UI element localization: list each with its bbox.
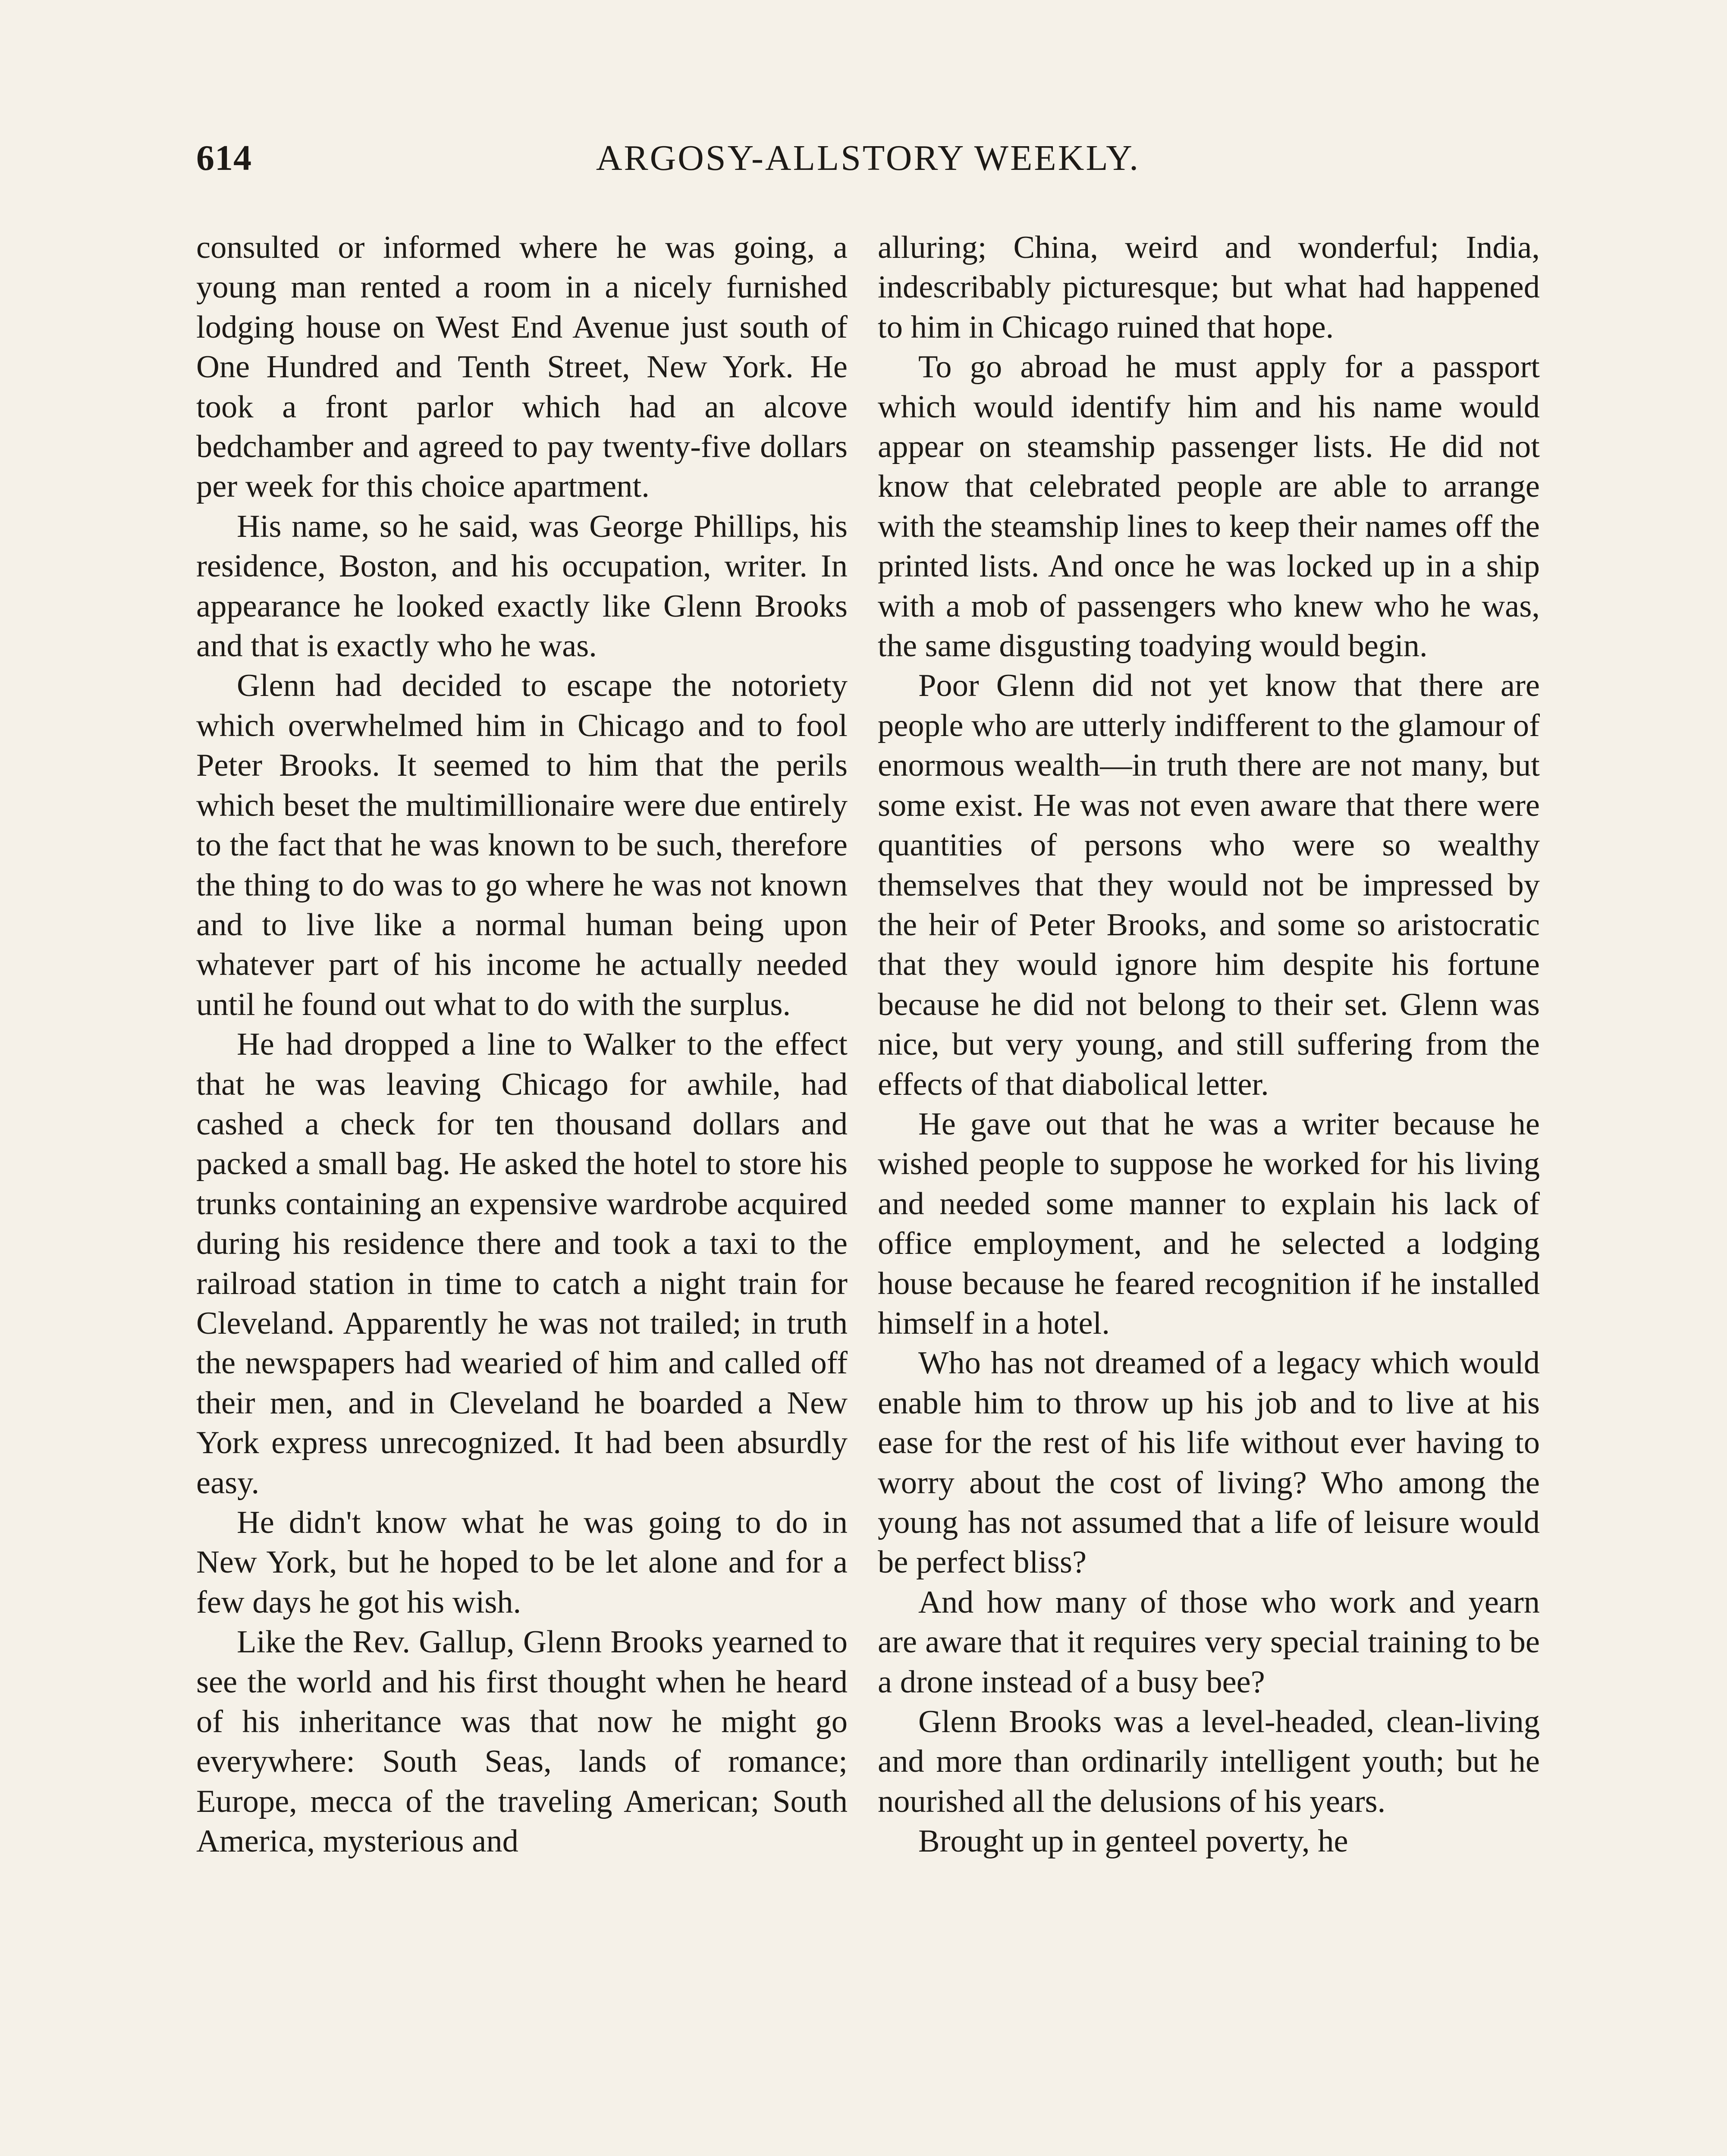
page-header: [196, 137, 1540, 197]
paragraph: He didn't know what he was going to do in New York, but he hoped to be let alone and for a few days he got his wish.: [196, 1505, 848, 1620]
paragraph: consulted or informed where he was going, a young man rented a room in a nicely furnished lodging house on West End Avenue just south of One Hundred and Tenth Street, New York. He took a front parlor which had an alcove bedchamber and agreed to pay twenty-five dollars per week for this choice apartment.: [196, 230, 848, 505]
paragraph: alluring; China, weird and wonderful; India, indescribably picturesque; but what had happened to him in Chicago ruined that hope.: [878, 230, 1540, 345]
paragraph: And how many of those who work and yearn are aware that it requires very special training to be a drone instead of a busy bee?: [878, 1584, 1540, 1700]
paragraph: His name, so he said, was George Phillips, his residence, Boston, and his occupation, writer. In appearance he looked exactly like Glenn Brooks and that is exactly who he was.: [196, 508, 848, 664]
paragraph: He had dropped a line to Walker to the effect that he was leaving Chicago for awhile, had cashed a check for ten thousand dollars and packed a small bag. He asked the hotel to store his trunks containing an expensive wardrobe acquired during his residence there and took a taxi to the railroad station in time to catch a night train for Cleveland. Apparently he was not trailed; in truth the newspapers had wearied of him and called off their men, and in Cleveland he boarded a New York express unrecognized. It had been absurdly easy.: [196, 1027, 848, 1501]
running-title: ARGOSY-ALLSTORY WEEKLY.: [596, 138, 1140, 178]
paragraph: Glenn had decided to escape the notoriety which overwhelmed him in Chicago and to fool Peter Brooks. It seemed to him that the perils which beset the multimillionaire were due entirely to the fact that he was known to be such, therefore the thing to do was to go where he was not known and to live like a normal human being upon whatever part of his income he actually needed until he found out what to do with the surplus.: [196, 668, 848, 1022]
paragraph: He gave out that he was a writer because he wished people to suppose he worked for his living and needed some manner to explain his lack of office employment, and he selected a lodging house because he feared recognition if he installed himself in a hotel.: [878, 1106, 1540, 1341]
left-column: [196, 228, 848, 2156]
paragraph: Glenn Brooks was a level-headed, clean-living and more than ordinarily intelligent youth; but he nourished all the delusions of his years.: [878, 1704, 1540, 1819]
paragraph: To go abroad he must apply for a passport which would identify him and his name would appear on steamship passenger lists. He did not know that celebrated people are able to arrange with the steamship lines to keep their names off the printed lists. And once he was locked up in a ship with a mob of passengers who knew who he was, the same disgusting toadying would begin.: [878, 349, 1540, 664]
paragraph: Like the Rev. Gallup, Glenn Brooks yearned to see the world and his first thought when he heard of his inheritance was that now he might go everywhere: South Seas, lands of romance; Europe, mecca of the traveling American; South America, mysterious and: [196, 1624, 848, 1859]
right-column: [878, 228, 1540, 2156]
paragraph: Poor Glenn did not yet know that there are people who are utterly indifferent to the glamour of enormous wealth—in truth there are not many, but some exist. He was not even aware that there were quantities of persons who were so wealthy themselves that they would not be impressed by the heir of Peter Brooks, and some so aristocratic that they would ignore him despite his fortune because he did not belong to their set. Glenn was nice, but very young, and still suffering from the effects of that diabolical letter.: [878, 668, 1540, 1102]
page-number: 614: [196, 138, 252, 178]
paragraph: Who has not dreamed of a legacy which would enable him to throw up his job and to live at his ease for the rest of his life without ever having to worry about the cost of living? Who among the young has not assumed that a life of leisure would be perfect bliss?: [878, 1345, 1540, 1580]
paragraph: Brought up in genteel poverty, he: [918, 1824, 1348, 1859]
